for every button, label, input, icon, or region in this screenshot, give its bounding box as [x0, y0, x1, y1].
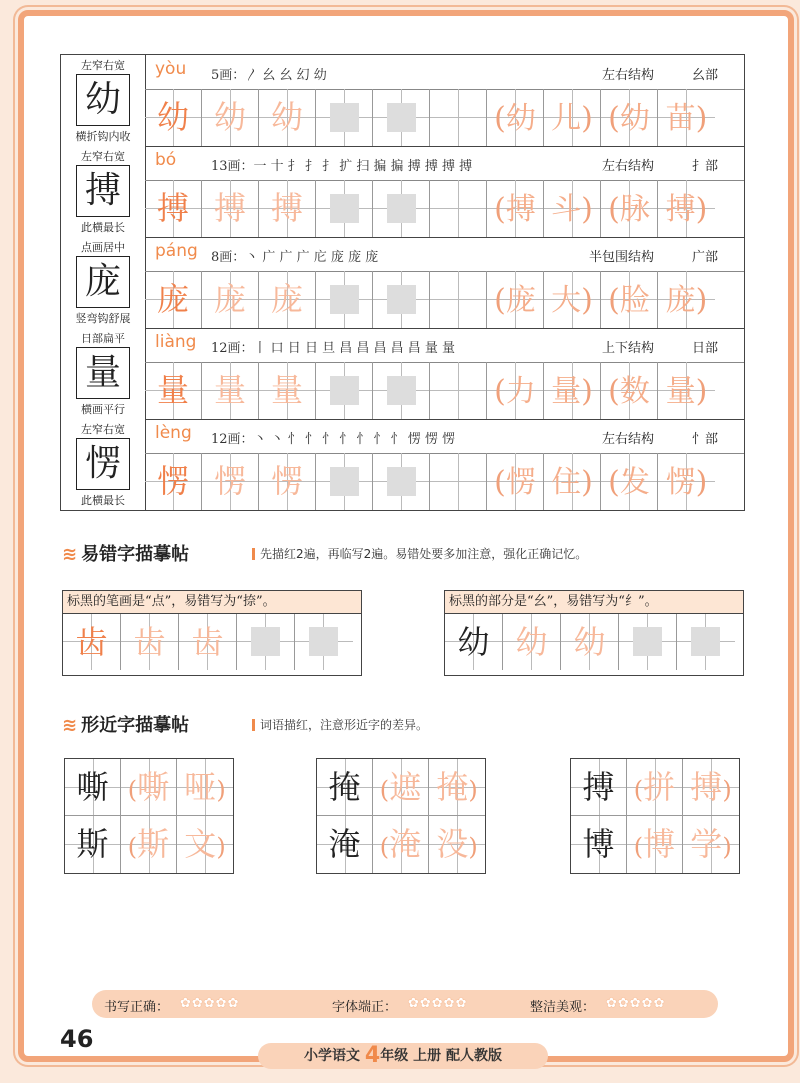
paren: ( [494, 192, 506, 227]
footer-banner [258, 1043, 548, 1069]
similar-group [570, 758, 740, 874]
practice-cell[interactable] [316, 453, 373, 510]
footer-subject: 小学语文 [304, 1048, 361, 1064]
word-char: 搏 [505, 192, 536, 227]
model-char: 愣 [76, 438, 130, 490]
char-row [61, 419, 744, 510]
tip-top: 日部扁平 [81, 332, 125, 345]
practice-cells [145, 362, 744, 419]
structure: 半包围结构 [588, 250, 654, 265]
tip-bottom: 竖弯钩舒展 [75, 312, 131, 325]
word-char: 数 [619, 374, 650, 409]
group-cell [571, 816, 627, 873]
word-cell [601, 180, 658, 237]
trace-char: 搏 [145, 180, 202, 237]
group-char: 掩 [436, 768, 469, 806]
word-char: 愣 [505, 465, 536, 500]
practice-cells [145, 180, 744, 237]
char-info [145, 237, 744, 272]
char-info [145, 55, 744, 90]
word-cell [658, 89, 715, 146]
group-char: 淹 [328, 825, 361, 863]
trace-char: 齿 [121, 614, 179, 670]
paren: ) [468, 776, 478, 804]
model-char: 幼 [76, 74, 130, 126]
tip-top: 左窄右宽 [81, 423, 125, 436]
trace-char: 幼 [561, 614, 619, 670]
practice-table [60, 54, 745, 511]
paren: ) [581, 101, 593, 136]
practice-cell[interactable] [430, 453, 487, 510]
radical: 幺部 [691, 68, 718, 83]
section-title-error-prone [62, 540, 189, 566]
group-char: 淹 [389, 825, 422, 863]
practice-cell[interactable] [677, 614, 735, 670]
flower-icon[interactable]: ✿✿✿✿✿ [606, 996, 666, 1011]
section-title-text: 易错字描摹帖 [81, 544, 190, 565]
practice-cell[interactable] [316, 271, 373, 328]
group-char: 搏 [690, 768, 723, 806]
practice-cell[interactable] [316, 89, 373, 146]
pinyin: liàng [155, 332, 197, 352]
practice-cells [145, 89, 744, 146]
word-char: 庞 [665, 283, 696, 318]
word-cell [601, 89, 658, 146]
group-char: 文 [184, 825, 217, 863]
practice-cell[interactable] [373, 271, 430, 328]
practice-cell[interactable] [373, 89, 430, 146]
group-cell [121, 759, 177, 816]
char-label [61, 419, 146, 510]
paren: ) [216, 833, 226, 861]
pinyin: lèng [155, 423, 192, 443]
tip-bottom: 横画平行 [81, 403, 125, 416]
model-char: 庞 [76, 256, 130, 308]
paren: ( [608, 283, 620, 318]
tip-top: 点画居中 [81, 241, 125, 254]
tip-bottom: 此横最长 [81, 221, 125, 234]
char-row [61, 146, 744, 238]
word-char: 量 [665, 374, 696, 409]
trace-char: 庞 [259, 271, 316, 328]
error-box-2 [444, 590, 744, 676]
stroke-order: 13画：一 十 扌 扌 扌 扩 扫 揙 揙 搏 搏 搏 搏 [211, 159, 473, 174]
tip-bottom: 横折钩内收 [75, 130, 131, 143]
model-char: 搏 [76, 165, 130, 217]
paren: ( [494, 101, 506, 136]
paren: ) [695, 374, 708, 409]
word-char: 儿 [551, 101, 582, 136]
error-box-head: 标黑的部分是“幺”，易错写为“纟”。 [445, 591, 743, 614]
group-char: 遮 [389, 768, 422, 806]
paren: ) [722, 833, 732, 861]
paren: ) [581, 374, 593, 409]
practice-cells [145, 271, 744, 328]
radical: 忄部 [691, 432, 718, 447]
word-cell [544, 89, 601, 146]
word-char: 幼 [619, 101, 650, 136]
practice-cell[interactable] [373, 453, 430, 510]
practice-cell[interactable] [430, 362, 487, 419]
word-char: 发 [619, 465, 650, 500]
paren: ) [695, 101, 708, 136]
word-char: 力 [505, 374, 536, 409]
trace-char: 量 [202, 362, 259, 419]
word-char: 斗 [551, 192, 582, 227]
paren: ( [608, 374, 620, 409]
word-char: 脉 [619, 192, 650, 227]
stroke-order: 8画：丶 广 广 广 庀 庞 庞 庞 [211, 250, 379, 265]
section-desc: 词语描红，注意形近字的差异。 [252, 716, 428, 733]
group-char: 博 [582, 825, 615, 863]
trace-char: 愣 [145, 453, 202, 510]
word-char: 住 [551, 465, 582, 500]
paren: ) [581, 465, 593, 500]
group-char: 掩 [328, 768, 361, 806]
rating-correct-label: 书写正确： [104, 1000, 170, 1015]
pinyin: yòu [155, 59, 187, 79]
footer-info: 年级 上册 配人教版 [380, 1048, 502, 1064]
word-cell [487, 180, 544, 237]
trace-char: 庞 [145, 271, 202, 328]
group-cell [683, 816, 739, 873]
group-cell [373, 816, 429, 873]
word-cell [487, 453, 544, 510]
pinyin: bó [155, 150, 177, 170]
word-cell [658, 271, 715, 328]
paren: ) [216, 776, 226, 804]
structure: 左右结构 [601, 159, 654, 174]
paren: ) [581, 192, 593, 227]
word-char: 苗 [665, 101, 696, 136]
stroke-order: 12画：丨 口 日 日 旦 昌 昌 昌 昌 昌 量 量 [211, 341, 455, 356]
group-char: 博 [643, 825, 676, 863]
section-title-text: 形近字描摹帖 [81, 715, 190, 736]
group-cell [177, 759, 233, 816]
practice-cell[interactable] [373, 180, 430, 237]
pinyin: páng [155, 241, 198, 261]
char-info [145, 146, 744, 181]
practice-cell[interactable] [237, 614, 295, 670]
paren: ( [608, 465, 620, 500]
wave-icon: ≋ [62, 715, 78, 736]
word-char: 大 [551, 283, 582, 318]
word-cell [601, 453, 658, 510]
radical: 广部 [691, 250, 718, 265]
paren: ( [608, 101, 620, 136]
char-label [61, 146, 146, 237]
word-cell [487, 89, 544, 146]
word-cell [601, 271, 658, 328]
flower-icon[interactable]: ✿✿✿✿✿ [180, 996, 240, 1011]
paren: ) [695, 283, 708, 318]
section-title-similar [62, 711, 189, 737]
char-label [61, 55, 146, 146]
error-box-1 [62, 590, 362, 676]
tip-bottom: 此横最长 [81, 494, 125, 507]
paren: ( [633, 833, 644, 861]
practice-cell[interactable] [295, 614, 353, 670]
word-cell [487, 271, 544, 328]
paren: ( [608, 192, 620, 227]
similar-group [316, 758, 486, 874]
structure: 上下结构 [601, 341, 654, 356]
group-cell [65, 816, 121, 873]
group-cell [627, 816, 683, 873]
word-char: 幼 [505, 101, 536, 136]
paren: ) [695, 465, 708, 500]
word-char: 量 [551, 374, 582, 409]
trace-char: 愣 [259, 453, 316, 510]
paren: ) [581, 283, 593, 318]
group-cell [121, 816, 177, 873]
page-number: 46 [60, 1025, 94, 1053]
group-char: 嘶 [137, 768, 170, 806]
group-char: 没 [436, 825, 469, 863]
char-row [61, 55, 744, 147]
paren: ( [127, 776, 138, 804]
word-cell [544, 362, 601, 419]
group-cell [683, 759, 739, 816]
practice-cell[interactable] [316, 180, 373, 237]
practice-cell[interactable] [316, 362, 373, 419]
practice-cell[interactable] [430, 271, 487, 328]
word-cell [601, 362, 658, 419]
word-cell [544, 180, 601, 237]
rating-bar [92, 990, 718, 1018]
practice-cell[interactable] [373, 362, 430, 419]
rating-neat-label: 字体端正： [332, 1000, 398, 1015]
radical: 扌部 [691, 159, 718, 174]
footer-grade: 4 [364, 1043, 381, 1068]
paren: ( [633, 776, 644, 804]
similar-group [64, 758, 234, 874]
word-cell [658, 180, 715, 237]
radical: 日部 [691, 341, 718, 356]
char-info [145, 328, 744, 363]
practice-cell[interactable] [619, 614, 677, 670]
group-cell [429, 816, 485, 873]
rating-clean-label: 整洁美观： [530, 1000, 596, 1015]
paren: ( [127, 833, 138, 861]
tip-top: 左窄右宽 [81, 150, 125, 163]
word-cell [487, 362, 544, 419]
model-char: 幼 [445, 614, 503, 670]
tip-top: 左窄右宽 [81, 59, 125, 72]
word-cell [544, 271, 601, 328]
trace-char: 幼 [145, 89, 202, 146]
word-cell [658, 362, 715, 419]
word-char: 脸 [619, 283, 650, 318]
trace-char: 搏 [259, 180, 316, 237]
group-char: 嘶 [76, 768, 109, 806]
group-char: 搏 [582, 768, 615, 806]
flower-icon[interactable]: ✿✿✿✿✿ [408, 996, 468, 1011]
word-cell [658, 453, 715, 510]
group-cell [317, 759, 373, 816]
char-label [61, 328, 146, 419]
structure: 左右结构 [601, 68, 654, 83]
trace-char: 量 [145, 362, 202, 419]
trace-char: 幼 [503, 614, 561, 670]
group-cell [571, 759, 627, 816]
word-char: 搏 [665, 192, 696, 227]
paren: ( [494, 283, 506, 318]
model-char: 量 [76, 347, 130, 399]
wave-icon: ≋ [62, 544, 78, 565]
paren: ( [379, 776, 390, 804]
group-char: 斯 [137, 825, 170, 863]
word-cell [544, 453, 601, 510]
group-cell [429, 759, 485, 816]
paren: ) [722, 776, 732, 804]
paren: ) [695, 192, 708, 227]
char-row [61, 328, 744, 420]
group-char: 哑 [184, 768, 217, 806]
trace-char: 量 [259, 362, 316, 419]
model-char: 齿 [63, 614, 121, 670]
paren: ( [494, 465, 506, 500]
stroke-order: 12画：丶 丶 忄 忄 忄 忄 忄 忄 忄 愣 愣 愣 [211, 432, 455, 447]
word-char: 愣 [665, 465, 696, 500]
structure: 左右结构 [601, 432, 654, 447]
group-char: 斯 [76, 825, 109, 863]
practice-cell[interactable] [430, 180, 487, 237]
trace-char: 幼 [202, 89, 259, 146]
char-info [145, 419, 744, 454]
word-char: 庞 [505, 283, 536, 318]
group-cell [627, 759, 683, 816]
practice-cell[interactable] [430, 89, 487, 146]
char-label [61, 237, 146, 328]
paren: ( [494, 374, 506, 409]
trace-char: 庞 [202, 271, 259, 328]
group-cell [317, 816, 373, 873]
paren: ( [379, 833, 390, 861]
group-char: 学 [690, 825, 723, 863]
section-desc: 先描红2遍，再临写2遍。易错处要多加注意，强化正确记忆。 [252, 545, 587, 562]
stroke-order: 5画：〳 幺 幺 幻 幼 [211, 68, 327, 83]
trace-char: 幼 [259, 89, 316, 146]
group-cell [65, 759, 121, 816]
trace-char: 搏 [202, 180, 259, 237]
group-char: 拼 [643, 768, 676, 806]
paren: ) [468, 833, 478, 861]
group-cell [177, 816, 233, 873]
trace-char: 齿 [179, 614, 237, 670]
practice-cells [145, 453, 744, 510]
trace-char: 愣 [202, 453, 259, 510]
error-box-head: 标黑的笔画是“点”，易错写为“捺”。 [63, 591, 361, 614]
char-row [61, 237, 744, 329]
group-cell [373, 759, 429, 816]
